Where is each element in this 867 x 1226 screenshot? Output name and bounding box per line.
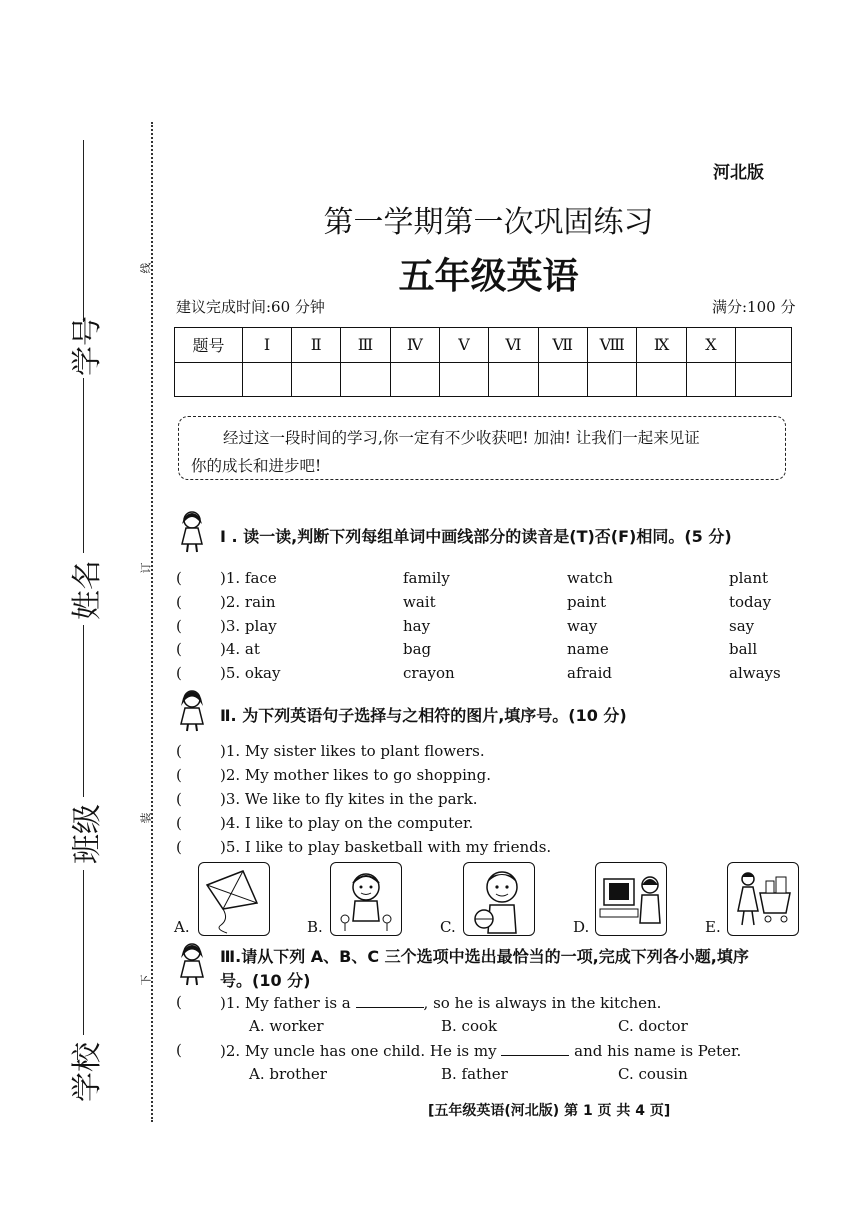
word: watch [567,569,613,587]
score-header-cell: Ⅳ [390,328,439,363]
school-label: 学校 [70,1042,105,1102]
name-line-top [83,378,84,553]
question-text-part: )2. My uncle has one child. He is my [220,1042,497,1060]
child-planting-icon [330,862,402,936]
time-note: 建议完成时间:60 分钟 [176,298,325,316]
word: ball [729,640,758,658]
girl-mascot-icon [174,686,210,732]
section-3-heading: Ⅲ.请从下列 A、B、C 三个选项中选出最恰当的一项,完成下列各小题,填序 [220,947,749,966]
full-score: 满分:100 分 [712,298,796,316]
word: always [729,664,781,682]
picture-label: C. [440,918,456,936]
answer-blank[interactable] [356,993,424,1008]
answer-paren[interactable]: ( [176,993,182,1011]
basketball-boy-icon [463,862,535,936]
score-cell[interactable] [538,362,587,397]
score-table-header [175,328,792,363]
answer-paren[interactable]: ( [176,742,182,760]
row-item: )1. face [220,569,277,587]
answer-paren[interactable]: ( [176,838,182,856]
answer-paren[interactable]: ( [176,790,182,808]
score-cell[interactable] [390,362,439,397]
row-item: )4. at [220,640,260,658]
encouragement-line: 你的成长和进步吧! [191,457,322,475]
answer-paren[interactable]: ( [176,664,182,682]
option: C. doctor [618,1017,688,1035]
sentence: )5. I like to play basketball with my friends. [220,838,552,856]
sentence: )4. I like to play on the computer. [220,814,474,832]
question-text-part: , so he is always in the kitchen. [423,994,662,1012]
score-header-cell: Ⅱ [292,328,341,363]
score-header-cell [736,328,792,363]
page-subtitle: 五年级英语 [398,256,579,297]
question-text [220,993,661,1012]
student-id-label: 学号 [70,316,105,376]
word: bag [403,640,432,658]
section-3-question [176,1041,796,1061]
girl-mascot-icon [174,940,210,986]
score-header-cell: Ⅷ [587,328,637,363]
section-1-heading: I . 读一读,判断下列每组单词中画线部分的读音是(T)否(F)相同。(5 分) [220,527,732,546]
page-title: 第一学期第一次巩固练习 [323,205,654,240]
name-line-bottom [83,625,84,797]
question-text-part: )1. My father is a [220,994,351,1012]
option: B. father [441,1065,508,1083]
page-footer: [五年级英语(河北版) 第 1 页 共 4 页] [428,1103,671,1119]
answer-blank[interactable] [501,1041,569,1056]
cut-mark: 下 [139,974,153,986]
score-cell[interactable] [341,362,390,397]
row-item: )3. play [220,617,277,635]
cut-mark: 订 [139,562,153,574]
sentence: )3. We like to fly kites in the park. [220,790,478,808]
score-cell[interactable] [587,362,637,397]
word: wait [403,593,436,611]
computer-girl-icon [595,862,667,936]
kite-icon [198,862,270,936]
section-2-heading: Ⅱ. 为下列英语句子选择与之相符的图片,填序号。(10 分) [220,706,627,725]
question-text-part: and his name is Peter. [574,1042,742,1060]
cut-mark: 装 [139,812,153,824]
section-3-heading-cont: 号。(10 分) [220,971,311,990]
word: paint [567,593,607,611]
picture-label: D. [573,918,590,936]
score-header-cell: Ⅵ [489,328,538,363]
word: today [729,593,772,611]
word: afraid [567,664,613,682]
encouragement-line: 经过这一段时间的学习,你一定有不少收获吧! 加油! 让我们一起来见证 [223,429,700,447]
word: hay [403,617,431,635]
row-item: )5. okay [220,664,281,682]
score-header-cell: Ⅴ [439,328,488,363]
picture-label: A. [174,918,190,936]
class-line-bottom [83,870,84,1035]
answer-paren[interactable]: ( [176,640,182,658]
sentence: )2. My mother likes to go shopping. [220,766,491,784]
score-cell[interactable] [637,362,686,397]
score-cell[interactable] [736,362,792,397]
edition-label: 河北版 [713,163,764,183]
score-header-cell: Ⅲ [341,328,390,363]
word: name [567,640,609,658]
score-header-cell: Ⅸ [637,328,686,363]
score-cell[interactable] [242,362,291,397]
option: A. brother [249,1065,327,1083]
score-cell[interactable] [489,362,538,397]
section-3-question [176,993,796,1013]
sentence: )1. My sister likes to plant flowers. [220,742,485,760]
shopping-woman-icon [727,862,799,936]
picture-label: B. [307,918,323,936]
word: say [729,617,755,635]
binding-margin [0,0,150,1226]
cut-mark: 线 [139,262,153,274]
score-header-cell: X [686,328,735,363]
score-cell[interactable] [686,362,735,397]
answer-paren[interactable]: ( [176,766,182,784]
score-table-input-row [175,362,792,397]
word: way [567,617,598,635]
score-table [174,327,792,397]
word: family [403,569,450,587]
class-label: 班级 [70,804,105,864]
answer-paren[interactable]: ( [176,617,182,635]
question-text [220,1041,741,1060]
answer-paren[interactable]: ( [176,569,182,587]
answer-paren[interactable]: ( [176,593,182,611]
word: crayon [403,664,455,682]
score-cell[interactable] [439,362,488,397]
option: C. cousin [618,1065,688,1083]
score-cell[interactable] [292,362,341,397]
score-header-cell: Ⅶ [538,328,587,363]
score-header-cell: I [242,328,291,363]
word: plant [729,569,769,587]
option: B. cook [441,1017,498,1035]
picture-label: E. [705,918,721,936]
option: A. worker [249,1017,324,1035]
name-label: 姓名 [70,560,105,620]
encouragement-box [178,416,786,480]
answer-paren[interactable]: ( [176,814,182,832]
score-header-cell: 题号 [175,328,243,363]
answer-paren[interactable]: ( [176,1041,182,1059]
score-cell[interactable] [175,362,243,397]
girl-mascot-icon [174,508,210,554]
row-item: )2. rain [220,593,276,611]
